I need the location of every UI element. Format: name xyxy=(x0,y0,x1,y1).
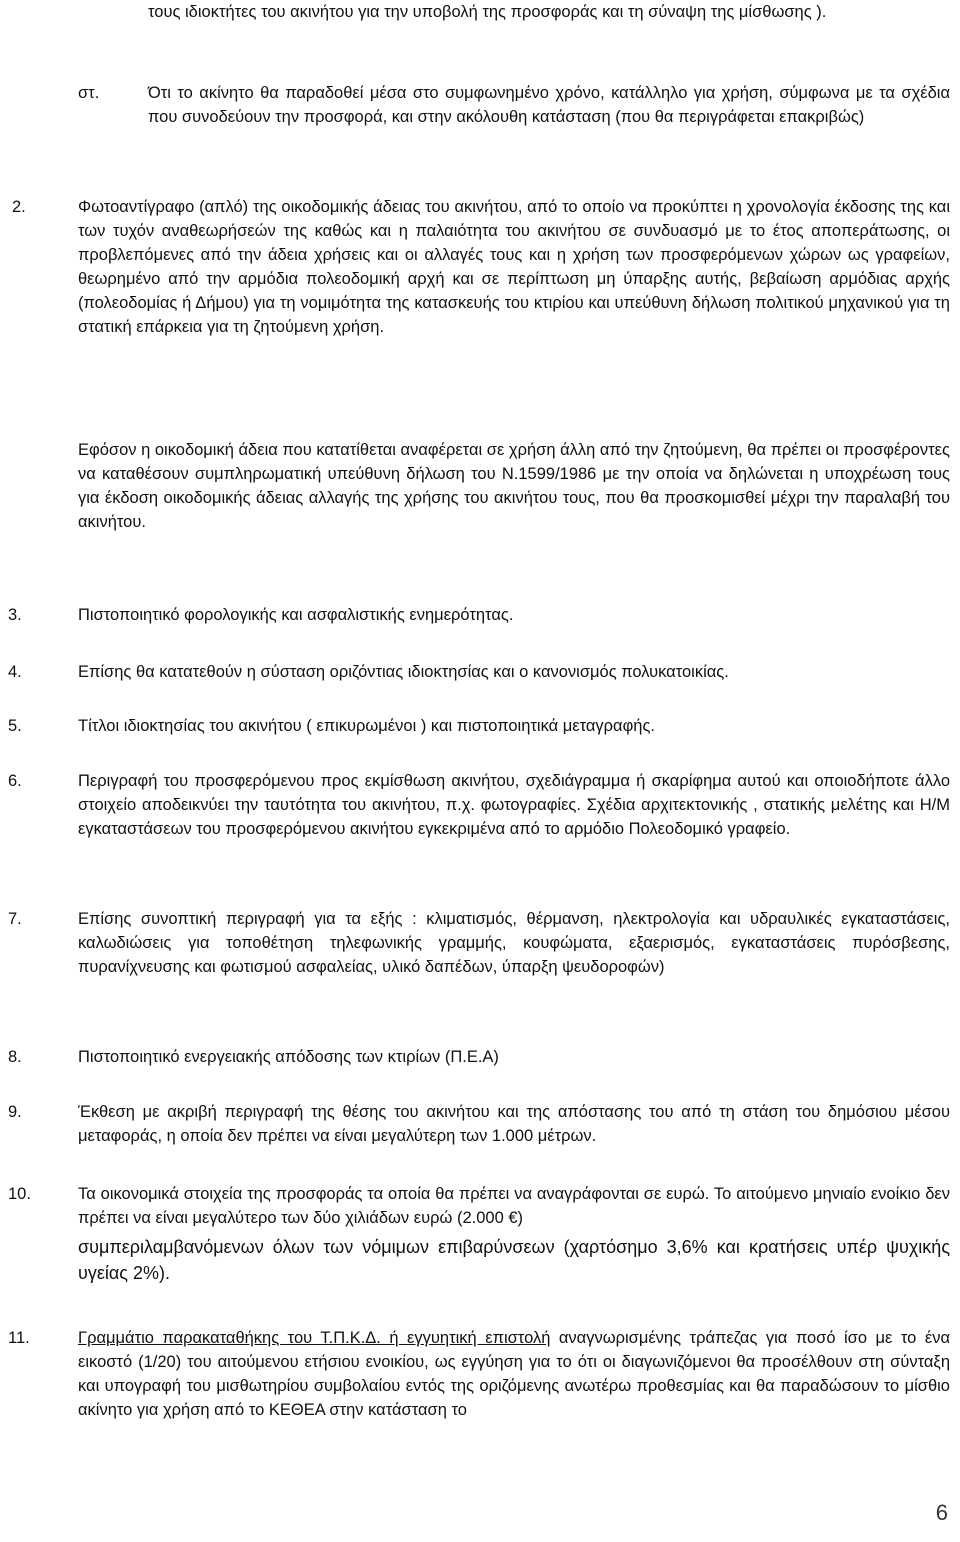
continuation-paragraph: τους ιδιοκτήτες του ακινήτου για την υποβολή της προσφοράς και τη σύναψη της μίσθωσης ). xyxy=(148,3,827,21)
item-4-text: Επίσης θα κατατεθούν η σύσταση οριζόντιας ιδιοκτησίας και ο κανονισμός πολυκατοικίας. xyxy=(78,663,729,681)
item-7-number: 7. xyxy=(8,910,22,928)
item-7-text: Επίσης συνοπτική περιγραφή για τα εξής : κλιματισμός, θέρμανση, ηλεκτρολογία και υδραυλικές εγκαταστάσεις, καλωδιώσεις για τοποθέτηση τηλεφωνικής γραμμής, κουφώματα, εξαερισμός, εγκαταστάσεις πυρόσβεσης, πυρανίχνευσης και φωτισμού ασφαλείας, υλικό δαπέδων, ύπαρξη ψευδοροφών) xyxy=(78,910,950,976)
item-10-text-a: Τα οικονομικά στοιχεία της προσφοράς τα οποία θα πρέπει να αναγράφονται σε ευρώ. Το αιτούμενο μηνιαίο ενοίκιο δεν πρέπει να είναι μεγαλύτερο των δύο χιλιάδων ευρώ (2.000 €) xyxy=(78,1185,950,1227)
item-st-text: Ότι το ακίνητο θα παραδοθεί μέσα στο συμφωνημένο χρόνο, κατάλληλο για χρήση, σύμφωνα με τα σχέδια που συνοδεύουν την προσφορά, και στην ακόλουθη κατάσταση (που θα περιγράφεται επακριβώς) xyxy=(148,84,950,126)
item-11-underlined: Γραμμάτιο παρακαταθήκης του Τ.Π.Κ.Δ. ή εγγυητική επιστολή xyxy=(78,1329,551,1347)
item-4-number: 4. xyxy=(8,663,22,681)
item-3-text: Πιστοποιητικό φορολογικής και ασφαλιστικής ενημερότητας. xyxy=(78,606,514,624)
item-2-text: Φωτοαντίγραφο (απλό) της οικοδομικής άδειας του ακινήτου, από το οποίο να προκύπτει η χρονολογία έκδοσης της και των τυχόν αναθεωρήσεών της καθώς και η παλαιότητα του ακινήτου σε συνδυασμό με το έτος αποπεράτωσης, οι προβλεπόμενες από την άδεια χρήσεις και οι αλλαγές τους και η χρήση των προσφερόμενων χώρων ως γραφείων, θεωρημένο από την αρμόδια πολεοδομική αρχή και σε περίπτωση μη ύπαρξης αυτής, βεβαίωση αρμόδιας αρχής (πολεοδομίας ή Δήμου) για τη νομιμότητα της κατασκευής του κτιρίου και υπεύθυνη δήλωση πολιτικού μηχανικού για τη στατική επάρκεια για τη ζητούμενη χρήση. xyxy=(78,198,950,336)
item-11-number: 11. xyxy=(8,1329,30,1347)
item-2-note: Εφόσον η οικοδομική άδεια που κατατίθεται αναφέρεται σε χρήση άλλη από την ζητούμενη, θα πρέπει οι προσφέροντες να καταθέσουν συμπληρωματική υπεύθυνη δήλωση του Ν.1599/1986 με την οποία να δηλώνεται η υποχρέωση τους για έκδοση οικοδομικής άδειας αλλαγής της χρήσης του ακινήτου τους, που θα προσκομισθεί μέχρι την παραλαβή του ακινήτου. xyxy=(78,441,950,531)
item-9-text: Έκθεση με ακριβή περιγραφή της θέσης του ακινήτου και της απόστασης του από τη στάση του δημόσιου μέσου μεταφοράς, η οποία δεν πρέπει να είναι μεγαλύτερη των 1.000 μέτρων. xyxy=(78,1103,950,1145)
item-11-text: αναγνωρισμένης τράπεζας για ποσό ίσο με το ένα εικοστό (1/20) του αιτούμενου ετήσιου ενοικίου, ως εγγύηση για το ότι οι διαγωνιζόμενοι θα προσέλθουν στη σύνταξη και υπογραφή του μισθωτηρίου συμβολαίου εντός της οριζόμενης ανωτέρω προθεσμίας και θα παραδώσουν το μίσθιο ακίνητο για χρήση από το ΚΕΘΕΑ στην κατάσταση το xyxy=(78,1329,950,1419)
item-6-number: 6. xyxy=(8,772,22,790)
page-number: 6 xyxy=(935,1500,948,1525)
item-2-number: 2. xyxy=(12,198,26,216)
item-5-number: 5. xyxy=(8,717,22,735)
item-10-text-b: συμπεριλαμβανόμενων όλων των νόμιμων επιβαρύνσεων (χαρτόσημο 3,6% και κρατήσεις υπέρ ψυχικής υγείας 2%). xyxy=(78,1237,950,1283)
item-10-number: 10. xyxy=(8,1185,31,1203)
item-5-text: Τίτλοι ιδιοκτησίας του ακινήτου ( επικυρωμένοι ) και πιστοποιητικά μεταγραφής. xyxy=(78,717,656,735)
item-8-number: 8. xyxy=(8,1048,22,1066)
item-8-text: Πιστοποιητικό ενεργειακής απόδοσης των κτιρίων (Π.Ε.Α) xyxy=(78,1048,499,1066)
item-9-number: 9. xyxy=(8,1103,22,1121)
item-st-label: στ. xyxy=(78,84,100,102)
item-11-paragraph xyxy=(78,1326,950,1422)
item-3-number: 3. xyxy=(8,606,22,624)
item-6-text: Περιγραφή του προσφερόμενου προς εκμίσθωση ακινήτου, σχεδιάγραμμα ή σκαρίφημα αυτού και οποιοδήποτε άλλο στοιχείο αποδεικνύει την ταυτότητα του ακινήτου, π.χ. φωτογραφίες. Σχέδια αρχιτεκτονικής , στατικής μελέτης και Η/Μ εγκαταστάσεων του προσφερόμενου ακινήτου εγκεκριμένα από το αρμόδιο Πολεοδομικό γραφείο. xyxy=(78,772,950,838)
